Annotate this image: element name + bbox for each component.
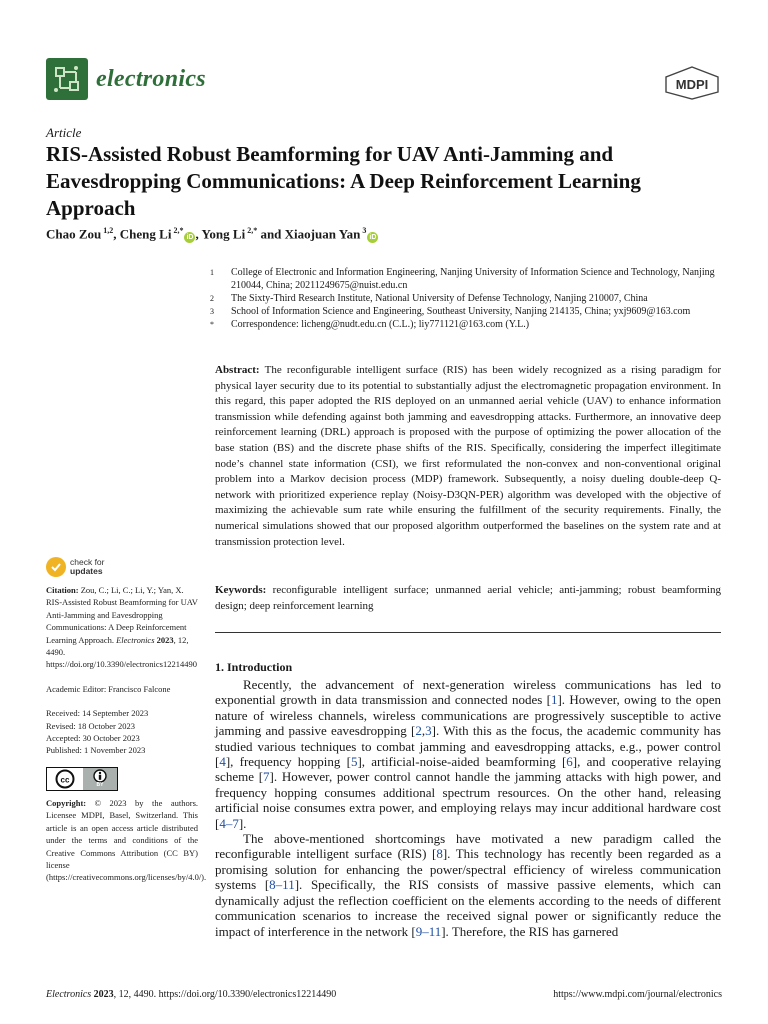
cc-by-label: BY bbox=[96, 782, 104, 789]
affiliation-item bbox=[210, 305, 730, 318]
academic-editor: Academic Editor: Francisco Falcone bbox=[46, 683, 171, 694]
copyright bbox=[46, 797, 207, 884]
citation-journal: Electronics bbox=[116, 634, 155, 645]
citation-volume: , 12, 4490. https://doi.org/10.3390/electronics12214490 bbox=[46, 634, 197, 670]
svg-text:cc: cc bbox=[60, 775, 70, 785]
checkmark-icon bbox=[46, 557, 66, 577]
author-affiliation-mark: 1,2 bbox=[101, 226, 114, 235]
affiliation-item bbox=[210, 318, 730, 331]
affiliation-item bbox=[210, 292, 730, 305]
footer-doi[interactable]: , 12, 4490. https://doi.org/10.3390/electronics12214490 bbox=[113, 989, 337, 1000]
affiliation-number: * bbox=[210, 320, 214, 329]
author-name: Xiaojuan Yan bbox=[284, 226, 361, 242]
citation-link[interactable]: 4–7 bbox=[219, 815, 239, 831]
affiliation-text: Correspondence: licheng@nudt.edu.cn (C.L.); liy771121@163.com (Y.L.) bbox=[231, 319, 530, 330]
check-line-2: updates bbox=[70, 566, 103, 576]
keywords bbox=[215, 583, 721, 614]
affiliation-item bbox=[210, 266, 730, 292]
citation-link[interactable]: 6 bbox=[566, 754, 573, 770]
intro-paragraph-2: The above-mentioned shortcomings have motivated a new paradigm called the reconfigurable intelligent surface (RIS) [8]. This technology has recently been regarded as a promising solution for enhancing the power/spectral efficiency of wireless communication systems [8–11]. Specifically, the RIS consists of massive passive elements, which can dynamically adjust the reflection coefficient on the elements according to the needs of different communication scenarios to increase the received signal power or significantly reduce the impact of interference in the network [9–11]. Therefore, the RIS has garnered bbox=[215, 831, 721, 939]
citation-link[interactable]: 5 bbox=[350, 754, 358, 770]
affiliation-number: 2 bbox=[210, 294, 214, 303]
mdpi-hexagon-icon bbox=[664, 66, 720, 100]
citation-link[interactable]: 4 bbox=[219, 754, 226, 770]
article-type: Article bbox=[46, 125, 82, 140]
citation bbox=[46, 584, 198, 671]
copyright-text: © 2023 by the authors. Licensee MDPI, Basel, Switzerland. This article is an open access article distributed under the terms and conditions of the Creative Commons Attribution (CC BY) license (https://creativecommons.org/licenses/by/4.0/). bbox=[46, 797, 207, 883]
author-affiliation-mark: 3 bbox=[360, 226, 367, 235]
citation-link[interactable]: 9–11 bbox=[415, 923, 442, 939]
affiliation-text: The Sixty-Third Research Institute, National University of Defense Technology, Nanjing 210007, China bbox=[231, 293, 648, 304]
citation-link[interactable]: 7 bbox=[263, 769, 270, 785]
abstract-label: Abstract: bbox=[215, 364, 260, 376]
footer-journal: Electronics bbox=[46, 989, 92, 1000]
affiliation-text: College of Electronic and Information Engineering, Nanjing University of Information Science and Technology, Nanjing 210044, China; 20211249675@nuist.edu.cn bbox=[231, 267, 715, 291]
article-title: RIS-Assisted Robust Beamforming for UAV Anti-Jamming and Eavesdropping Communications: A Deep Reinforcement Learning Approach bbox=[46, 142, 641, 220]
received-date: Received: 14 September 2023 bbox=[46, 708, 149, 719]
circuit-icon bbox=[46, 58, 88, 100]
section-divider bbox=[215, 632, 721, 633]
orcid-icon[interactable]: iD bbox=[369, 234, 377, 242]
affiliation-number: 1 bbox=[210, 268, 214, 277]
keywords-label: Keywords: bbox=[215, 584, 267, 596]
author-affiliation-mark: 2,* bbox=[245, 226, 258, 235]
revised-date: Revised: 18 October 2023 bbox=[46, 720, 135, 731]
citation-year: 2023 bbox=[156, 634, 174, 645]
citation-link[interactable]: 3 bbox=[425, 723, 432, 739]
citation-label: Citation: bbox=[46, 585, 79, 595]
citation-text: Zou, C.; Li, C.; Li, Y.; Yan, X. RIS-Assisted Robust Beamforming for UAV Anti-Jamming and Eavesdropping Communications: A Deep Reinforcement Learning Approach. bbox=[46, 585, 198, 645]
author-affiliation-mark: 2,* bbox=[171, 226, 184, 235]
abstract bbox=[215, 363, 721, 550]
affiliation-text: School of Information Science and Engineering, Southeast University, Nanjing 214135, China; yxj9609@163.com bbox=[231, 306, 691, 317]
publisher-name: MDPI bbox=[675, 77, 709, 92]
footer-citation bbox=[46, 989, 336, 1000]
affiliations bbox=[210, 266, 730, 331]
creative-commons-icon bbox=[47, 768, 83, 790]
author-name: Cheng Li bbox=[119, 226, 172, 242]
author-name: Yong Li bbox=[201, 226, 246, 242]
citation-link[interactable]: 2 bbox=[415, 723, 422, 739]
sidebar bbox=[46, 584, 207, 884]
copyright-label: Copyright: bbox=[46, 797, 87, 808]
check-line-1: check for bbox=[70, 557, 105, 567]
abstract-text: The reconfigurable intelligent surface (RIS) has been widely recognized as a rising paradigm for physical layer security due to its potential to substantially adjust the electromagnetic propagation environment. In this regard, this paper adopted the RIS deployed on an unmanned aerial vehicle (UAV) to enhance information transmission while defending against both jamming and eavesdropping attacks. Furthermore, an innovative deep reinforcement learning (DRL) approach is proposed with the purpose of optimizing the power allocation of the base station (BS) and the discrete phase shifts of the RIS. Specifically, considering the imperfect illegitimate node’s channel state information (CSI), we first reformulated the non-convex and non-conventional original problem into a Markov decision process (MDP) framework. Subsequently, a noisy dueling double-deep Q-network with prioritized experience replay (Noisy-D3QN-PER) algorithm was developed with the objective of maximizing the achievable sum rate while ensuring the fulfillment of the security requirements. Finally, the numerical simulations showed that our proposed algorithm outperformed the baselines on the system rate and at transmission protection level. bbox=[215, 364, 721, 548]
citation-link[interactable]: 8 bbox=[436, 846, 443, 862]
published-date: Published: 1 November 2023 bbox=[46, 745, 146, 756]
page-footer bbox=[46, 989, 722, 1000]
affiliation-number: 3 bbox=[210, 307, 214, 316]
section-heading-introduction: 1. Introduction bbox=[215, 660, 293, 674]
journal-logo[interactable] bbox=[46, 58, 206, 100]
intro-paragraph-1: Recently, the advancement of next-generation wireless communications has led to exponential growth in data transmission and connected nodes [1]. However, owing to the open nature of wireless channels, wireless communications are progressively susceptible to active jamming and passive eavesdropping [2,3]. With this as the focus, the academic community has studied various techniques to combat jamming and eavesdropping attacks, e.g., power control [4], frequency hopping [5], artificial-noise-aided beamforming [6], and cooperative relaying scheme [7]. However, power control cannot handle the jamming attacks with high power, and frequency hopping consumes additional spectrum resources. On the other hand, releasing artificial noise consumes extra power, and employing relays may incur additional hardware cost [4–7]. bbox=[215, 677, 721, 831]
journal-name: electronics bbox=[96, 65, 206, 92]
introduction-body bbox=[215, 677, 721, 939]
accepted-date: Accepted: 30 October 2023 bbox=[46, 733, 140, 744]
attribution-icon bbox=[83, 769, 117, 788]
check-for-updates-button[interactable] bbox=[46, 557, 105, 577]
citation-link[interactable]: 1 bbox=[550, 692, 558, 708]
orcid-icon[interactable]: iD bbox=[186, 234, 194, 242]
author-list: Chao Zou $^{1,2}$, Cheng Li $^{2,*}$iD , Yong Li $^{2,*}$ and Xiaojuan Yan $^3$iD bbox=[46, 226, 377, 242]
publisher-logo[interactable] bbox=[664, 66, 720, 105]
citation-link[interactable]: 8–11 bbox=[269, 877, 295, 893]
footer-year: 2023 bbox=[93, 989, 114, 1000]
author-name: Chao Zou bbox=[46, 226, 102, 242]
footer-journal-url[interactable]: https://www.mdpi.com/journal/electronics bbox=[553, 989, 722, 1000]
keywords-text: reconfigurable intelligent surface; unmanned aerial vehicle; anti-jamming; robust beamforming design; deep reinforcement learning bbox=[215, 584, 722, 612]
cc-by-license-badge[interactable] bbox=[46, 767, 118, 791]
